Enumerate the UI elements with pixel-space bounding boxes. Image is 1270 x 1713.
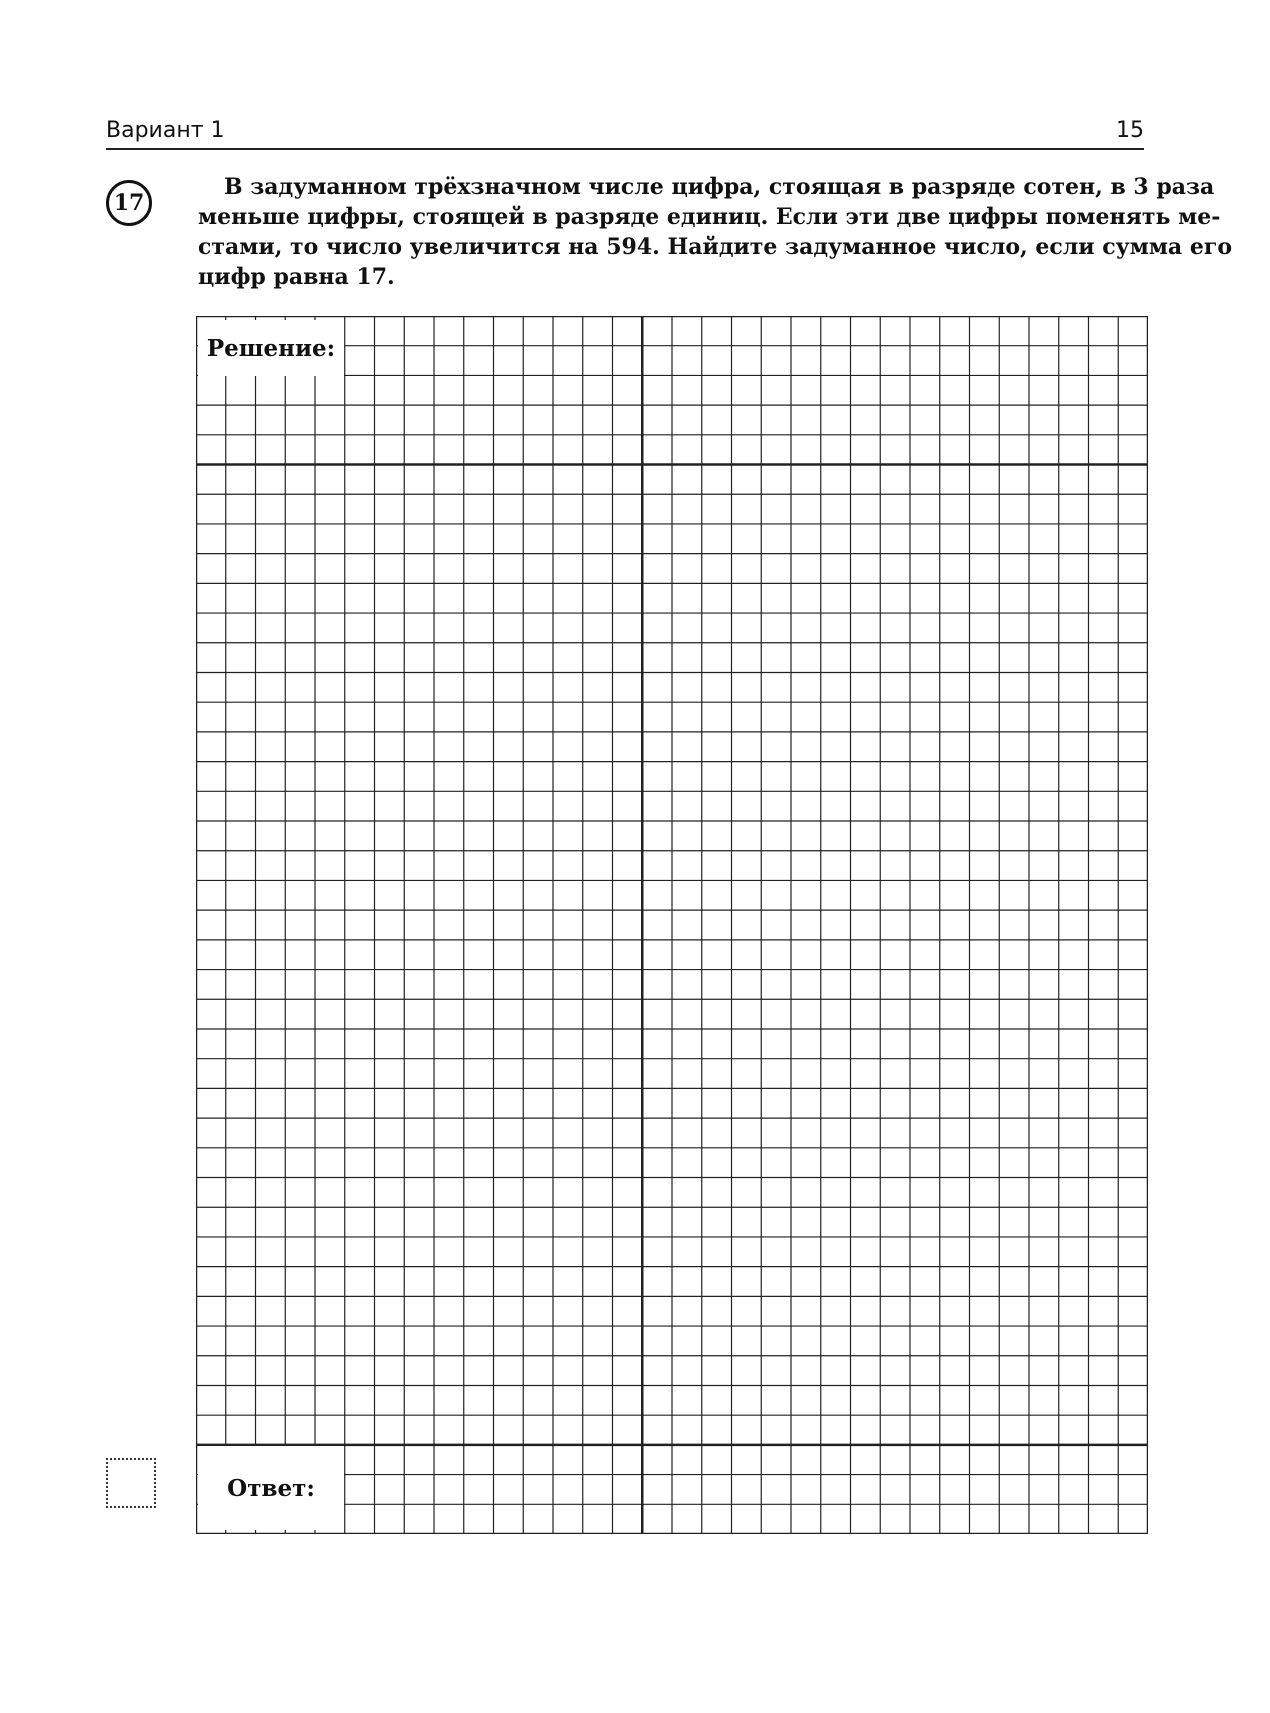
task-line-1: В задуманном трёхзначном числе цифра, стоящая в разряде сотен, в 3 раза [224,174,1215,200]
task-line-4: цифр равна 17. [198,264,395,290]
answer-label: Ответ: [198,1446,344,1530]
variant-label: Вариант 1 [106,118,225,143]
solution-grid[interactable] [196,316,1148,1534]
task-line-2: меньше цифры, стоящей в разряде единиц. Если эти две цифры поменять ме- [198,204,1221,230]
task-number-badge [106,180,152,226]
task-line-3: стами, то число увеличится на 594. Найдите задуманное число, если сумма его [198,234,1232,260]
task-statement [198,172,1232,292]
page-number: 15 [1116,118,1144,143]
page-header [106,118,1144,150]
task-number: 17 [113,190,145,216]
answer-score-box [106,1458,156,1508]
solution-label: Решение: [198,320,344,376]
